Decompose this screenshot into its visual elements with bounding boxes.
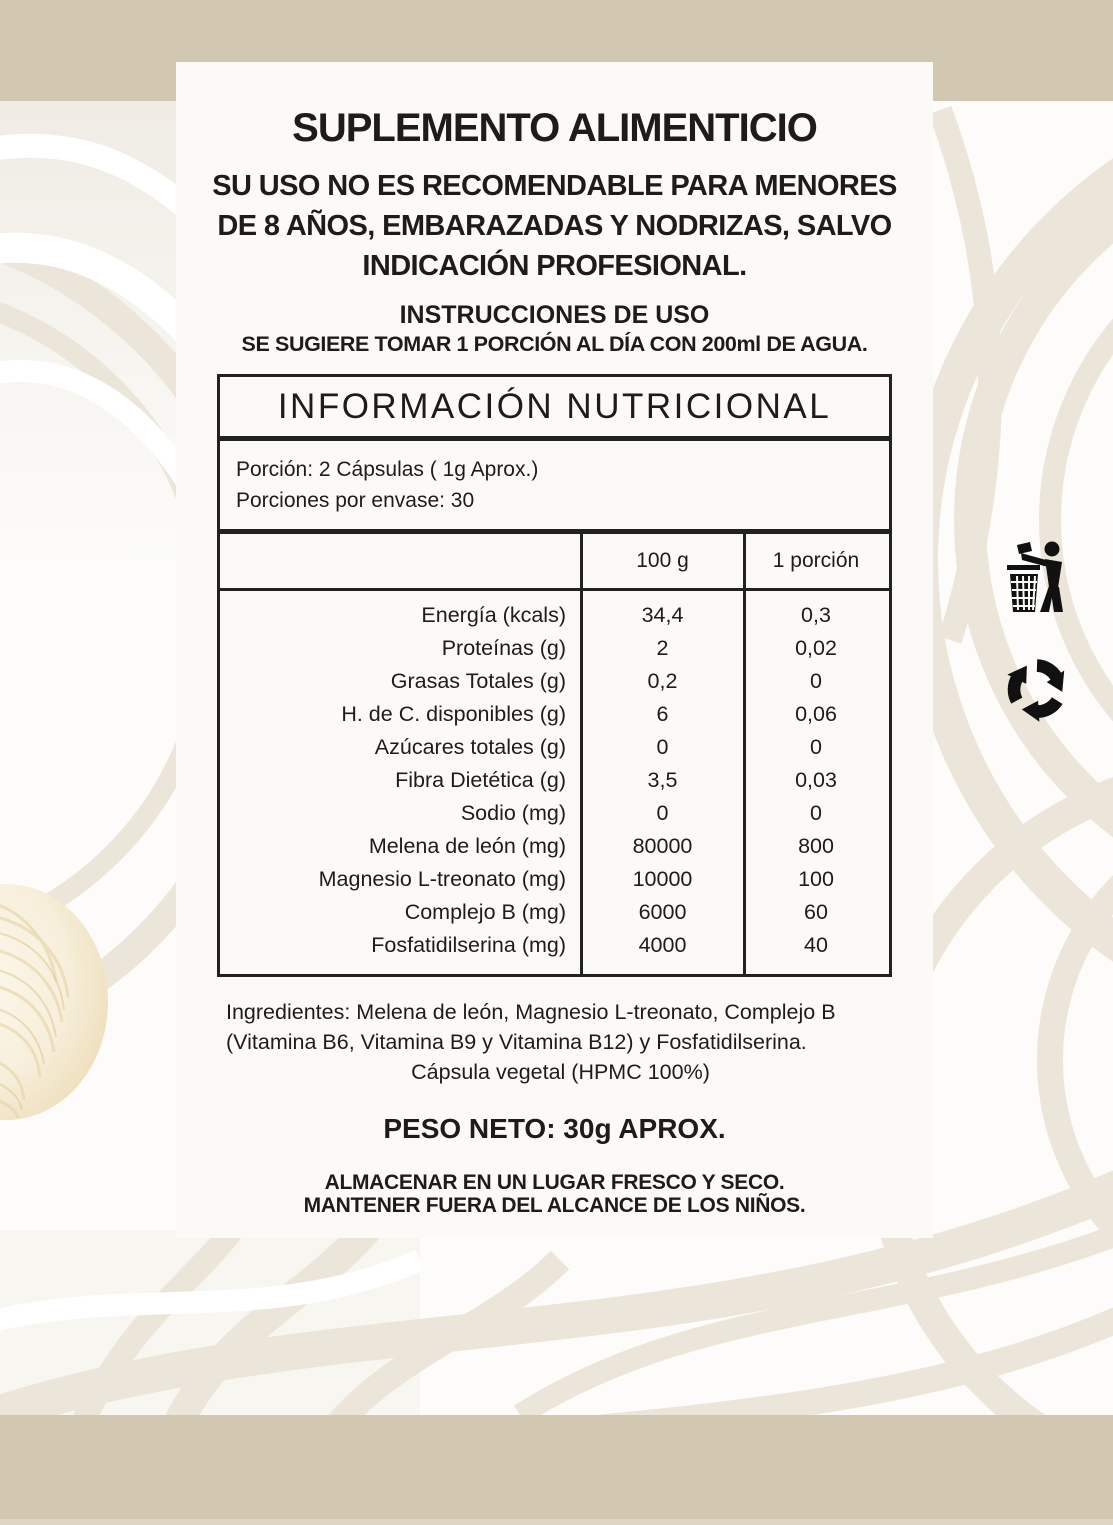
nutrient-value: 100	[798, 867, 834, 891]
nutrient-value: 800	[798, 834, 834, 858]
nutrient-name: Fosfatidilserina (mg)	[371, 933, 566, 957]
label-panel	[176, 62, 933, 1238]
nutrient-name: Proteínas (g)	[441, 636, 566, 660]
instructions-heading: INSTRUCCIONES DE USO	[399, 301, 710, 329]
table-row	[220, 632, 889, 665]
net-weight: PESO NETO: 30g APROX.	[383, 1113, 726, 1144]
storage-line: ALMACENAR EN UN LUGAR FRESCO Y SECO.	[324, 1171, 785, 1194]
nutrient-name: Sodio (mg)	[460, 801, 566, 825]
nutrient-value: 0	[656, 735, 669, 759]
table-row	[220, 863, 889, 896]
nutrient-value: 6000	[638, 900, 687, 924]
nutrient-value: 0,2	[647, 669, 678, 693]
nutrient-name: H. de C. disponibles (g)	[341, 702, 566, 726]
table-row	[220, 929, 889, 962]
nutrition-table-grid	[220, 534, 889, 974]
recycle-icon	[1002, 650, 1072, 724]
nutrition-table-title: INFORMACIÓN NUTRICIONAL	[220, 377, 889, 441]
storage-instructions	[176, 1171, 933, 1217]
table-row	[220, 764, 889, 797]
nutrient-name: Complejo B (mg)	[404, 900, 566, 924]
nutrient-value: 10000	[632, 867, 693, 891]
nutrient-value: 0,3	[801, 603, 831, 627]
servings-per-container: Porciones por envase: 30	[236, 489, 475, 512]
table-row	[220, 896, 889, 929]
serving-size: Porción: 2 Cápsulas ( 1g Aprox.)	[236, 458, 539, 481]
warning-text	[176, 166, 933, 286]
nutrient-name: Fibra Dietética (g)	[395, 768, 566, 792]
nutrient-value: 0	[656, 801, 669, 825]
ingredients-line: (Vitamina B6, Vitamina B9 y Vitamina B12) y Fosfatidilserina.	[226, 1030, 807, 1054]
bottom-color-band	[0, 1415, 1113, 1519]
lions-mane-mushroom-image	[0, 872, 116, 1132]
table-row	[220, 797, 889, 830]
nutrient-value: 0	[810, 669, 822, 693]
nutrient-value: 80000	[632, 834, 693, 858]
nutrition-table-header	[220, 534, 889, 591]
column-header-portion: 1 porción	[772, 549, 860, 572]
storage-line: MANTENER FUERA DEL ALCANCE DE LOS NIÑOS.	[303, 1194, 806, 1217]
capsule-info: Cápsula vegetal (HPMC 100%)	[411, 1060, 710, 1084]
nutrient-name: Melena de león (mg)	[368, 834, 566, 858]
warning-line: SU USO NO ES RECOMENDABLE PARA MENORES	[212, 170, 897, 202]
instructions-text: SE SUGIERE TOMAR 1 PORCIÓN AL DÍA CON 200ml DE AGUA.	[241, 332, 868, 356]
nutrient-value: 0,02	[795, 636, 837, 660]
warning-line: DE 8 AÑOS, EMBARAZADAS Y NODRIZAS, SALVO	[217, 210, 892, 242]
table-row	[220, 665, 889, 698]
nutrient-value: 60	[804, 900, 828, 924]
ingredients-text	[176, 997, 933, 1087]
table-row	[220, 599, 889, 632]
nutrient-value: 0,03	[795, 768, 837, 792]
page-title: SUPLEMENTO ALIMENTICIO	[292, 106, 817, 150]
ingredients-line: Ingredientes: Melena de león, Magnesio L-treonato, Complejo B	[226, 1000, 836, 1024]
nutrient-name: Grasas Totales (g)	[390, 669, 566, 693]
nutrient-name: Magnesio L-treonato (mg)	[318, 867, 566, 891]
column-divider	[580, 534, 583, 974]
bottom-band-edge	[0, 1519, 1113, 1525]
nutrient-value: 6	[656, 702, 669, 726]
tidyman-icon	[1006, 540, 1068, 614]
table-row	[220, 830, 889, 863]
table-row	[220, 698, 889, 731]
serving-info	[220, 441, 889, 534]
nutrition-table-body	[220, 591, 889, 974]
column-header-100g: 100 g	[636, 549, 689, 572]
nutrient-value: 2	[656, 636, 669, 660]
nutrient-value: 0	[810, 735, 822, 759]
nutrient-value: 0,06	[795, 702, 837, 726]
nutrient-value: 3,5	[647, 768, 678, 792]
nutrient-value: 4000	[638, 933, 687, 957]
table-row	[220, 731, 889, 764]
column-divider	[743, 534, 746, 974]
nutrition-table	[217, 374, 892, 977]
nutrient-value: 34,4	[641, 603, 684, 627]
warning-line: INDICACIÓN PROFESIONAL.	[362, 250, 747, 282]
nutrient-name: Energía (kcals)	[421, 603, 566, 627]
nutrient-name: Azúcares totales (g)	[374, 735, 566, 759]
nutrient-value: 40	[804, 933, 828, 957]
nutrient-value: 0	[810, 801, 822, 825]
